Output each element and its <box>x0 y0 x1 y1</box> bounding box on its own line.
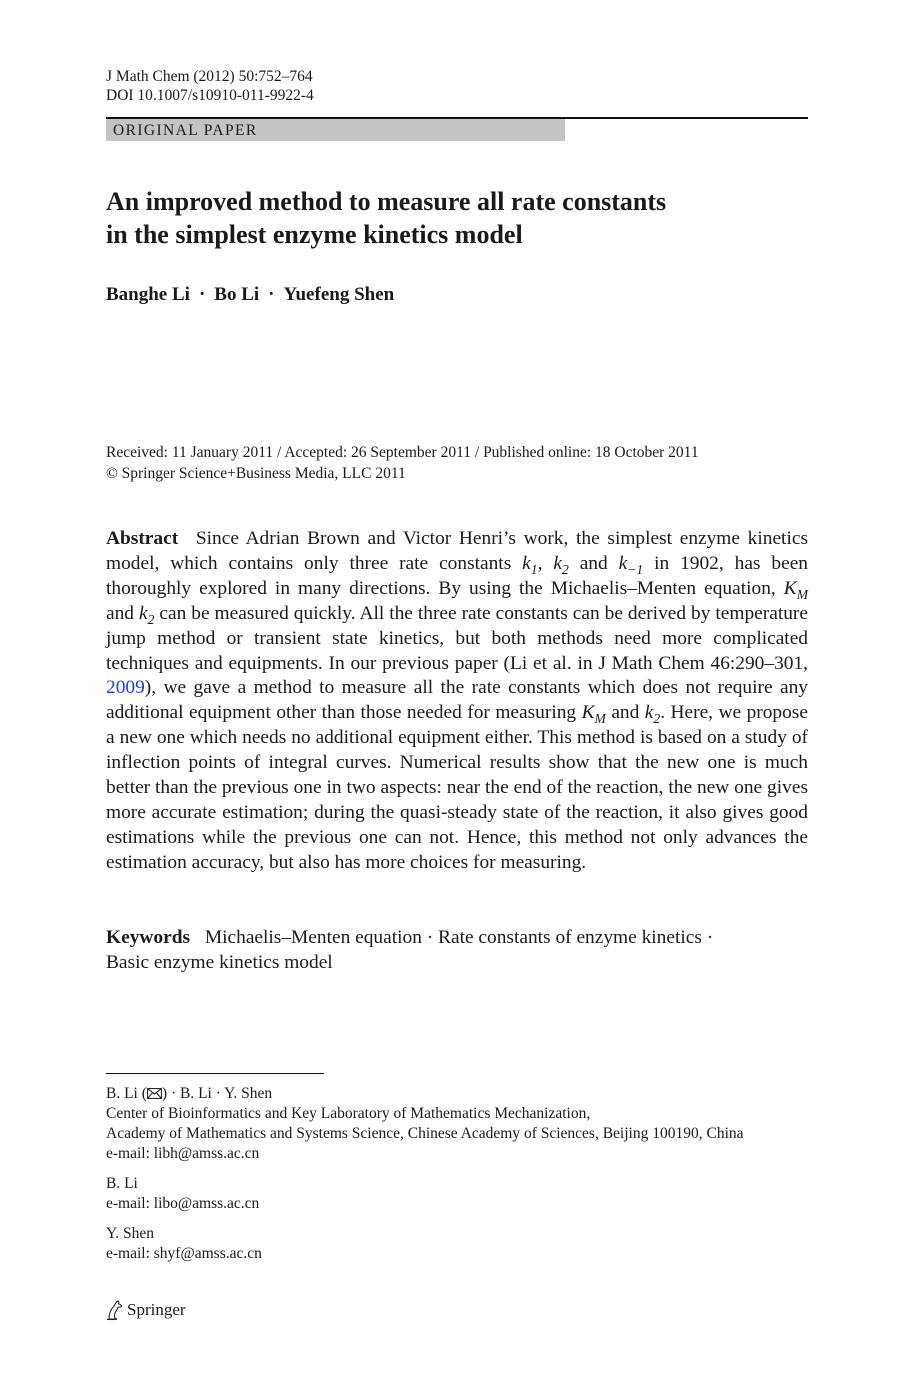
abstract-text: and <box>106 602 134 624</box>
affiliations <box>106 1084 744 1264</box>
paper-title-line-1: An improved method to measure all rate constants <box>106 187 667 216</box>
journal-header <box>106 67 314 105</box>
corresponding-authors-line: B. Li ( ) · B. Li · Y. Shen <box>106 1085 273 1102</box>
abstract-text: . Here, we propose a new one which needs no additional equipment either. This method is based on a study of inflection points of integral curves. Numerical results show that the new one is much better than the previous one in two aspects: near the end of the reaction, the new one gives more accurate estimation; during the quasi-steady state of the reaction, it also gives good estimations while the previous one can not. Hence, this method not only advances the estimation accuracy, but also has more choices for measuring. <box>106 702 808 873</box>
math-KM: $K_M$ <box>581 702 606 727</box>
springer-horse-icon <box>106 1299 124 1321</box>
author-name-footnote: B. Li <box>106 1175 138 1192</box>
history-dates: Received: 11 January 2011 / Accepted: 26 September 2011 / Published online: 18 October 2011 <box>106 444 699 461</box>
journal-doi: DOI 10.1007/s10910-011-9922-4 <box>106 87 314 104</box>
author-name: Banghe Li <box>106 284 190 305</box>
abstract-text: and <box>611 702 640 724</box>
abstract-text: in 1902, has been thoroughly explored in many directions. By using the Michaelis–Menten equation, <box>106 552 808 599</box>
math-k2: $k_2$ <box>644 702 661 727</box>
publisher-name: Springer <box>127 1300 186 1319</box>
abstract-text: Since Adrian Brown and Victor Henri’s work, the simplest enzyme kinetics model, which contains only three rate constants <box>106 528 808 574</box>
author-separator: · <box>198 284 206 305</box>
abstract-heading: Abstract <box>106 528 179 549</box>
abstract <box>106 527 808 876</box>
author-name: Bo Li <box>214 284 260 305</box>
publisher-logo <box>106 1298 186 1322</box>
author-name-footnote: Y. Shen <box>106 1225 154 1242</box>
paper-page <box>106 0 808 1388</box>
author-name: Yuefeng Shen <box>283 284 395 305</box>
keywords-heading: Keywords <box>106 927 191 948</box>
journal-citation: J Math Chem (2012) 50:752–764 <box>106 68 313 85</box>
math-k1: $k_1$ <box>522 552 538 577</box>
article-type-bar <box>106 117 808 143</box>
footnote-rule <box>106 1073 324 1074</box>
keywords-line-1: Michaelis–Menten equation · Rate constants of enzyme kinetics · <box>204 927 714 948</box>
author-list <box>106 283 394 307</box>
keywords <box>106 925 808 975</box>
author-email[interactable]: e-mail: libo@amss.ac.cn <box>106 1195 260 1212</box>
author-separator: · <box>268 284 275 305</box>
abstract-text: and <box>579 552 608 574</box>
paper-title-line-2: in the simplest enzyme kinetics model <box>106 220 523 249</box>
author-email[interactable]: e-mail: shyf@amss.ac.cn <box>106 1245 262 1262</box>
math-k-minus1: $k_{-1}$ <box>618 552 644 577</box>
math-KM: $K_M$ <box>783 577 808 602</box>
keywords-line-2: Basic enzyme kinetics model <box>106 952 333 973</box>
math-k2: $k_2$ <box>553 552 569 577</box>
author-email[interactable]: e-mail: libh@amss.ac.cn <box>106 1145 260 1162</box>
math-k2: $k_2$ <box>138 602 155 627</box>
article-type-label: ORIGINAL PAPER <box>113 122 258 139</box>
paper-title <box>106 185 666 251</box>
envelope-icon <box>147 1088 162 1099</box>
math-comma: , <box>537 552 543 574</box>
abstract-text: ), we gave a method to measure all the rate constants which does not require any additional equipment other than those needed for measuring <box>106 677 808 724</box>
institution-line-1: Center of Bioinformatics and Key Laboratory of Mathematics Mechanization, <box>106 1105 591 1122</box>
citation-link-2009[interactable]: 2009 <box>106 677 145 699</box>
article-history <box>106 442 699 484</box>
institution-line-2: Academy of Mathematics and Systems Science, Chinese Academy of Sciences, Beijing 100190, China <box>106 1125 744 1142</box>
copyright-line: © Springer Science+Business Media, LLC 2011 <box>106 465 406 482</box>
abstract-text: can be measured quickly. All the three rate constants can be derived by temperature jump method or transient state kinetics, but both methods need more complicated techniques and equipments. In our previous paper (Li et al. in J Math Chem 46:290–301, <box>106 602 808 674</box>
